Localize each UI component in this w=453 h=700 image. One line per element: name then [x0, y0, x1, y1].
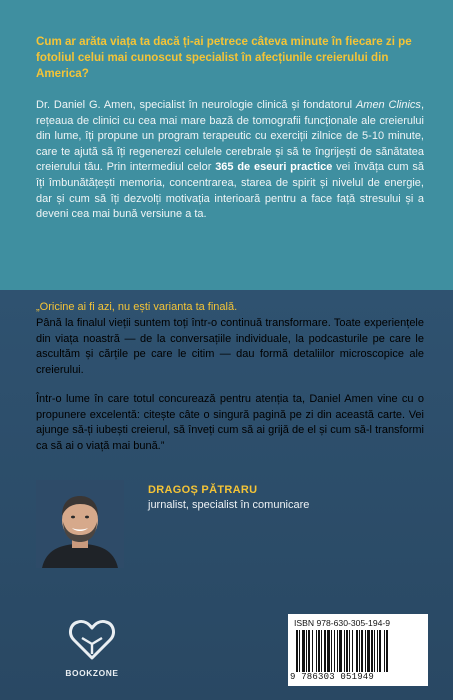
top-panel [0, 0, 453, 290]
bookzone-heart-icon [64, 612, 120, 666]
author-name: DRAGOȘ PĂTRARU [148, 484, 258, 496]
isbn-digits: 9 786303 051949 [290, 672, 375, 682]
author-role: jurnalist, specialist în comunicare [148, 499, 310, 511]
barcode-icon [294, 630, 422, 672]
isbn-label: ISBN 978-630-305-194-9 [294, 618, 391, 628]
quote-paragraph-1: Până la finalul vieții suntem toți într-o continuă transformare. Toate experiențele din viața noastră — de la conversațiile individuale, la podcasturile pe care le ascultăm și cărțile pe care le citim — dau formă detaliilor microscopice ale creierului. [36, 317, 424, 376]
quote-lead: „Oricine ai fi azi, nu ești varianta ta finală. [36, 301, 238, 313]
description-clinic-name: Amen Clinics [355, 99, 421, 111]
publisher-logo [64, 612, 120, 682]
lead-question: Cum ar arăta viața ta dacă ți-ai petrece câteva minute în fiecare zi pe fotoliul celui mai cunoscut specialist în afecțiunile creierului din America? [36, 35, 412, 80]
description [36, 98, 424, 223]
publisher-name: BOOKZONE [65, 668, 119, 678]
description-highlight: 365 de eseuri practice [215, 161, 333, 174]
description-part-1: Dr. Daniel G. Amen, specialist în neurologie clinică și fondatorul [36, 99, 356, 111]
description-part-2: , rețeaua de clinici cu cea mai mare bază de tomografii funcționale ale creierului din lume, îți propune un program terapeutic cu exerciții zilnice de 5-10 minute, care te ajută să îți regenerezi celulele cerebrale și să te îngrijești de sănătatea creierului tău. Prin intermediul celor [36, 99, 424, 174]
author-photo [36, 480, 124, 568]
isbn-barcode-box [288, 614, 428, 686]
quote-paragraph-2: Într-o lume în care totul concurează pentru atenția ta, Daniel Amen vine cu o propunere excelentă: citește câte o singură pagină pe zi din această carte. Vei ajunge să-ți iubești creierul, să înveți cum să ai grijă de el și cum să-l transformi ca să ai o viață mai bună.” [36, 393, 424, 452]
description-part-3: vei învăța cum să îți îmbunătățești memoria, concentrarea, starea de spirit și nivelul de energie, dar și cum să îți dezvolți motivația interioară pentru a face față stresului și a deveni cea mai bună versiune a ta. [36, 161, 424, 221]
